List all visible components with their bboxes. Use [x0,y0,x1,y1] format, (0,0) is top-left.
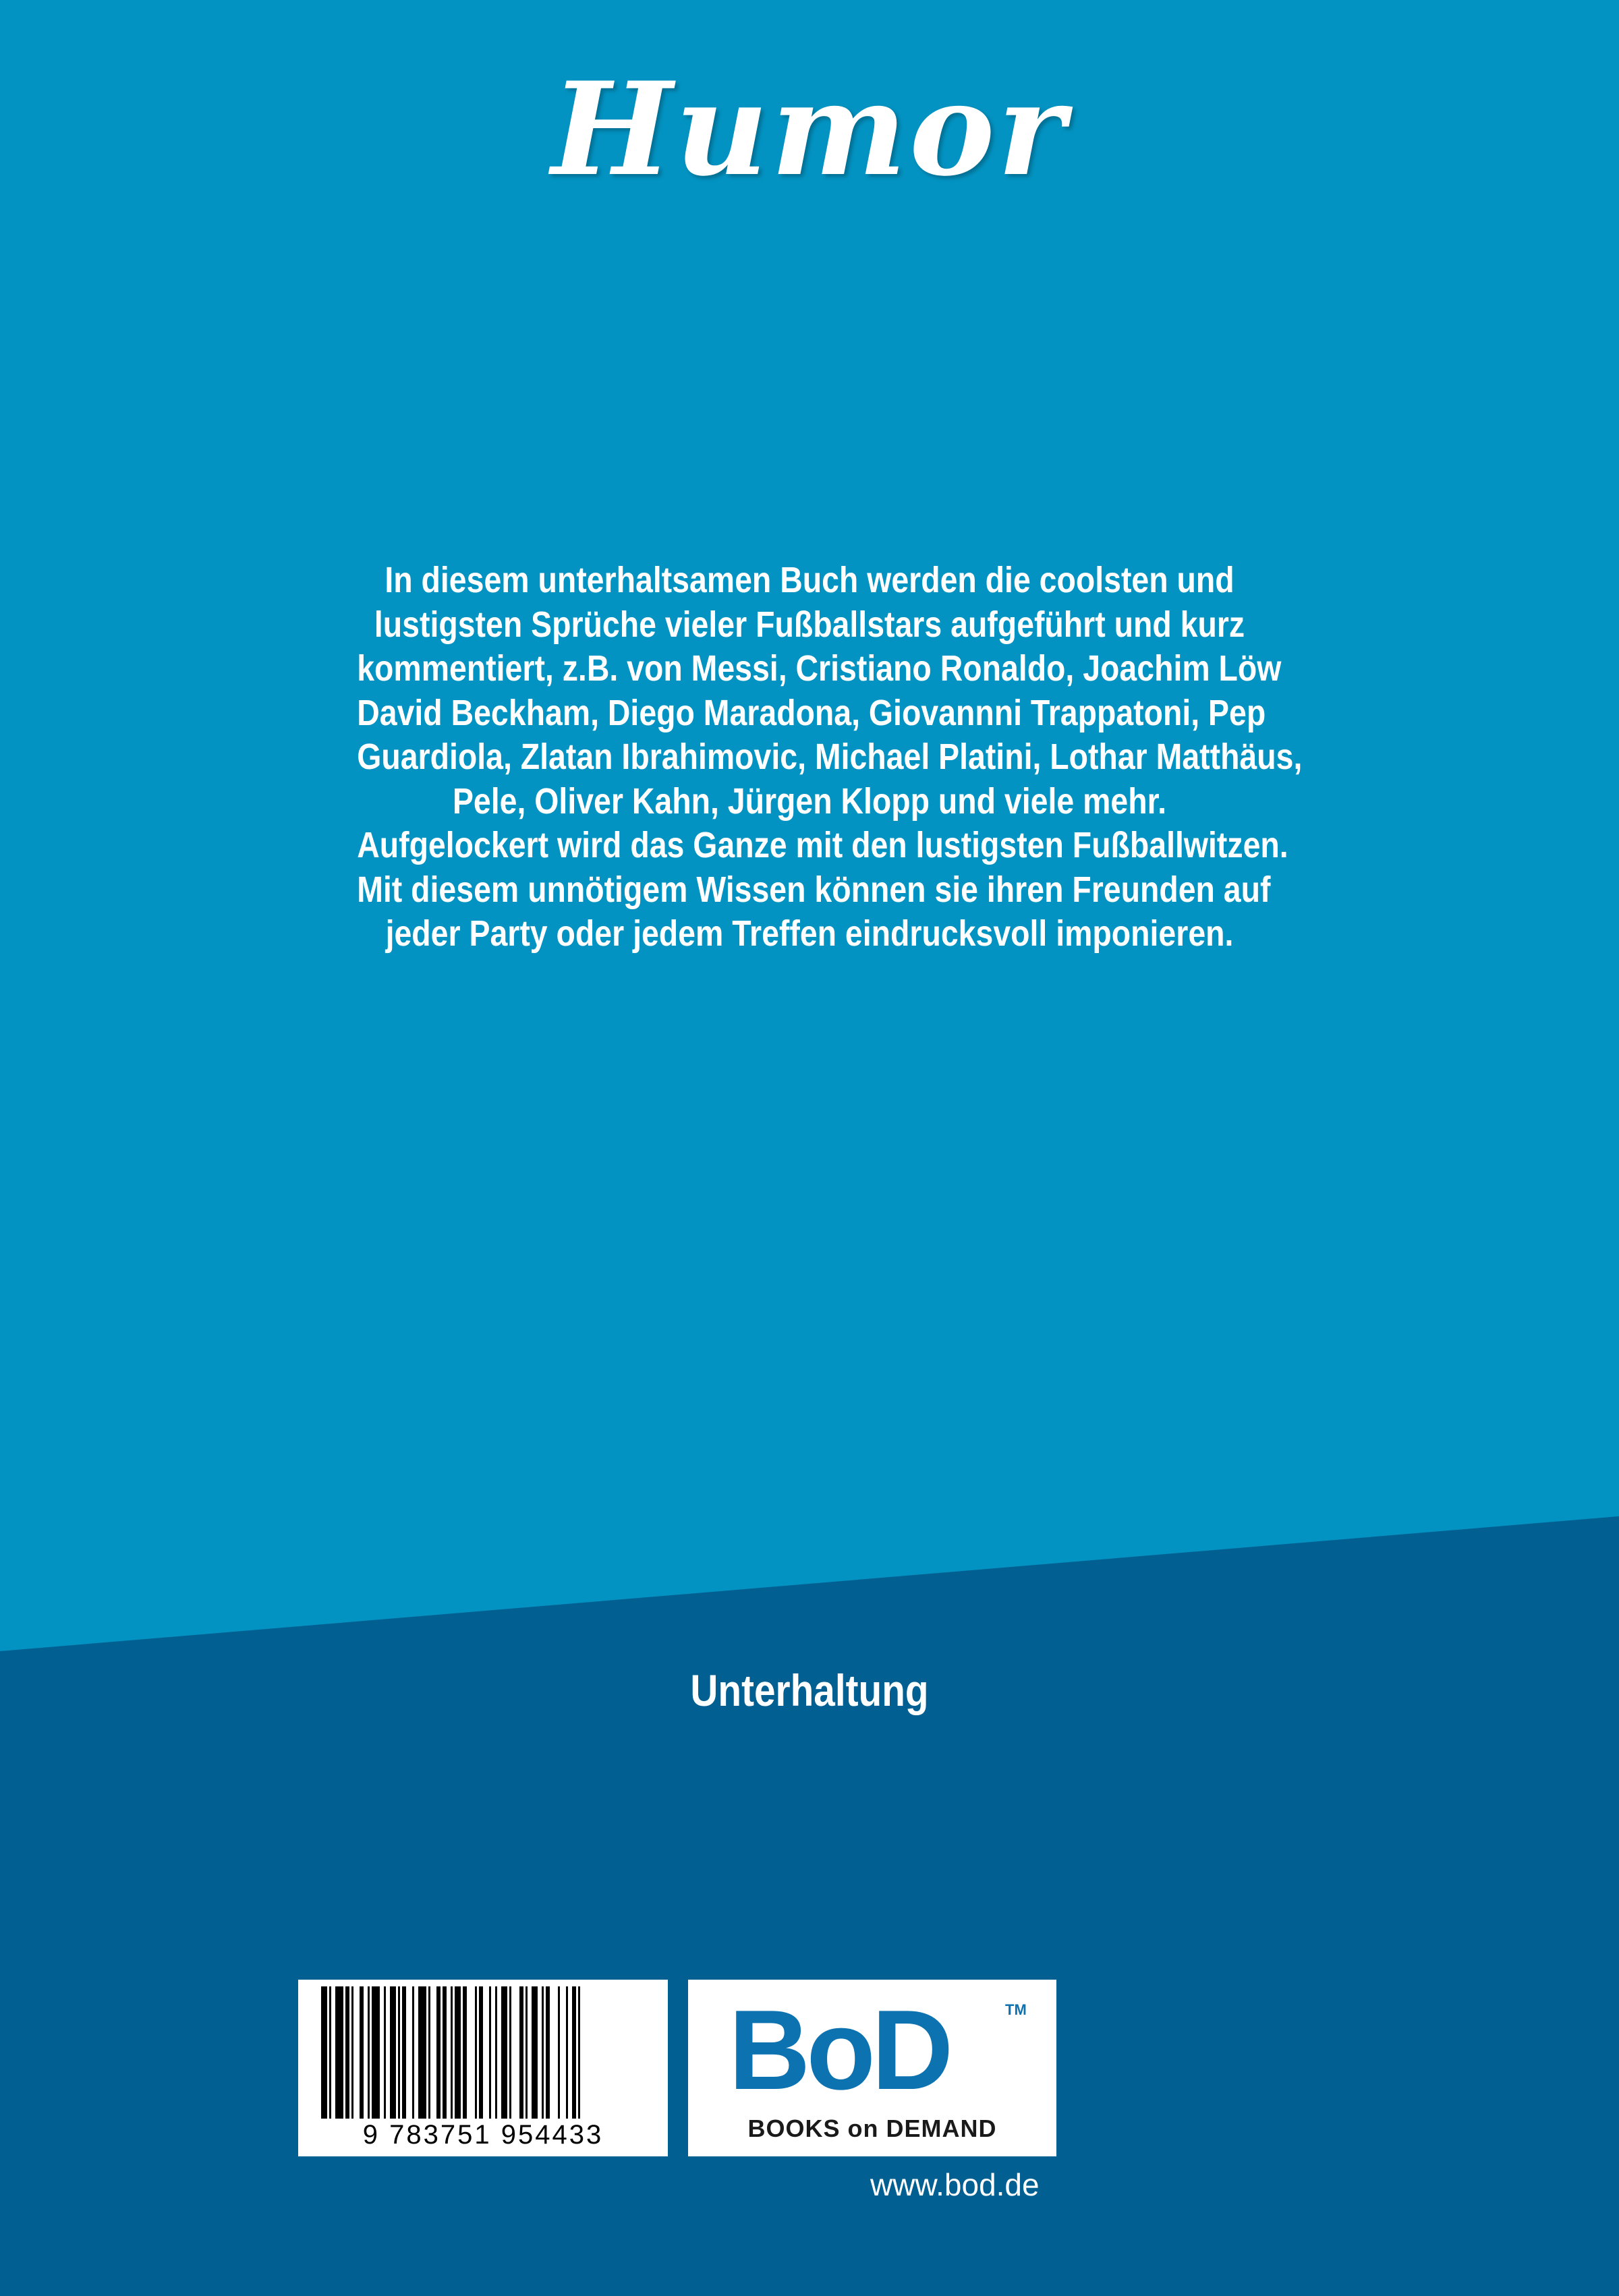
barcode-bar [418,1986,426,2119]
barcode-bar [495,1986,497,2119]
barcode-bar [578,1986,580,2119]
barcode-bar [443,1986,447,2119]
blurb-line: Aufgelockert wird das Ganze mit den lustigsten Fußballwitzen. [357,825,1288,865]
blurb-text [357,558,1303,956]
barcode-bar [566,1986,568,2119]
barcode-bar [368,1986,370,2119]
barcode-bar [489,1986,491,2119]
barcode-bar [558,1986,560,2119]
barcode-bar [475,1986,477,2119]
blurb-line: kommentiert, z.B. von Messi, Cristiano Ronaldo, Joachim Löw [357,648,1282,689]
barcode-bar [351,1986,353,2119]
barcode-bar [526,1986,528,2119]
barcode-bar [384,1986,386,2119]
barcode-bar [428,1986,430,2119]
blurb-line: jeder Party oder jedem Treffen eindrucksvoll imponieren. [385,913,1234,954]
barcode-bar [321,1986,327,2119]
isbn-number: 9 783751 954433 [362,2120,604,2150]
barcode-bar [572,1986,576,2119]
barcode-bars [321,1986,645,2119]
blurb-line: Guardiola, Zlatan Ibrahimovic, Michael Platini, Lothar Matthäus, [357,737,1303,777]
blurb-line: In diesem unterhaltsamen Buch werden die coolsten und [385,560,1234,600]
barcode-bar [532,1986,538,2119]
barcode-bar [519,1986,523,2119]
publisher-url: www.bod.de [870,2167,1040,2202]
blurb-line: Pele, Oliver Kahn, Jürgen Klopp und viele mehr. [452,780,1167,822]
blurb-line: Mit diesem unnötigem Wissen können sie ihren Freunden auf [357,869,1271,910]
barcode-bar [451,1986,453,2119]
barcode-bar [463,1986,467,2119]
barcode-bar [398,1986,400,2119]
bod-logo-text: BoD [729,1986,950,2113]
barcode-bar [372,1986,380,2119]
barcode-bar [412,1986,414,2119]
barcode-bar [402,1986,406,2119]
isbn-barcode [298,1980,668,2156]
barcode-bar [455,1986,461,2119]
barcode-bar [345,1986,349,2119]
barcode-bar [479,1986,483,2119]
blurb-line: lustigsten Sprüche vieler Fußballstars aufgeführt und kurz [374,604,1245,645]
blurb-line: David Beckham, Diego Maradona, Giovannni Trappatoni, Pep [357,692,1266,733]
barcode-bar [329,1986,331,2119]
publisher-logo [688,1980,1056,2156]
barcode-bar [546,1986,550,2119]
barcode-bar [501,1986,507,2119]
barcode-bar [390,1986,396,2119]
barcode-bar [335,1986,343,2119]
barcode-bar [436,1986,441,2119]
bod-subtitle: BOOKS on DEMAND [747,2115,997,2142]
trademark-mark: TM [1005,2001,1027,2018]
barcode-bar [542,1986,544,2119]
genre-label: Unterhaltung [690,1665,929,1715]
barcode-bar [509,1986,511,2119]
barcode-bar [360,1986,364,2119]
cover-title: Humor [551,54,1068,204]
